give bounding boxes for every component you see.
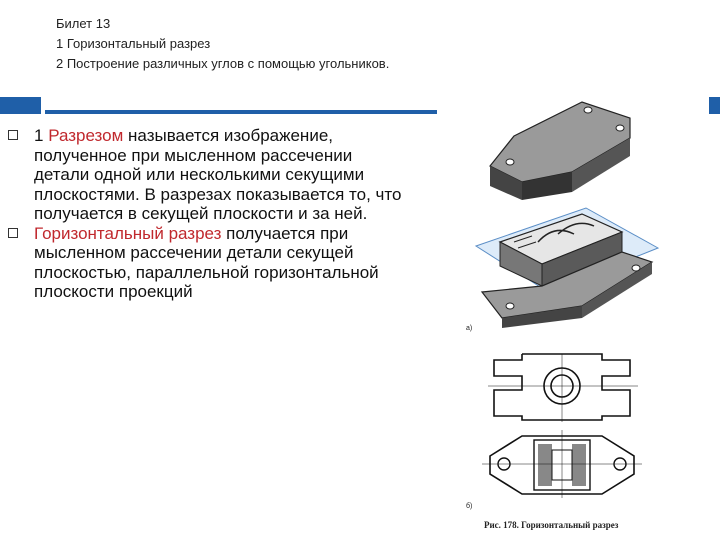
square-bullet-icon bbox=[8, 130, 18, 140]
bullet-text: называется изображение, полученное при мысленном рассечении детали одной или несколькими секущими плоскостями. В разрезах показывается то, что получается в секущей плоскости и за ней. bbox=[34, 126, 402, 223]
accent-bar-right bbox=[709, 97, 720, 114]
question-2: 2 Построение различных углов с помощью угольников. bbox=[56, 56, 390, 71]
label-b: б) bbox=[466, 503, 473, 510]
bullet-prefix: 1 bbox=[34, 126, 49, 145]
accent-divider bbox=[45, 110, 437, 114]
slide-body bbox=[8, 126, 408, 302]
technical-drawing-figure bbox=[462, 96, 662, 536]
front-view-drawing bbox=[488, 354, 638, 422]
ticket-title: Билет 13 bbox=[56, 16, 111, 31]
section-drawing bbox=[462, 96, 662, 536]
question-1: 1 Горизонтальный разрез bbox=[56, 36, 211, 51]
term-horizontal-section: Горизонтальный разрез bbox=[34, 223, 222, 243]
bullet-item-2 bbox=[8, 224, 408, 302]
accent-bar-left bbox=[0, 97, 41, 114]
square-bullet-icon bbox=[8, 228, 18, 238]
slide-header bbox=[56, 14, 389, 74]
label-a: а) bbox=[466, 325, 473, 332]
upper-part-iso bbox=[490, 102, 630, 200]
bullet-text: получается при мысленном рассечении детали секущей плоскостью, параллельной горизонтальной плоскости проекций bbox=[34, 223, 379, 301]
figure-caption: Рис. 178. Горизонтальный разрез bbox=[484, 520, 619, 530]
horizontal-section-drawing bbox=[482, 430, 642, 498]
term-razrez: Разрезом bbox=[48, 126, 124, 145]
bullet-item-1 bbox=[8, 126, 408, 224]
